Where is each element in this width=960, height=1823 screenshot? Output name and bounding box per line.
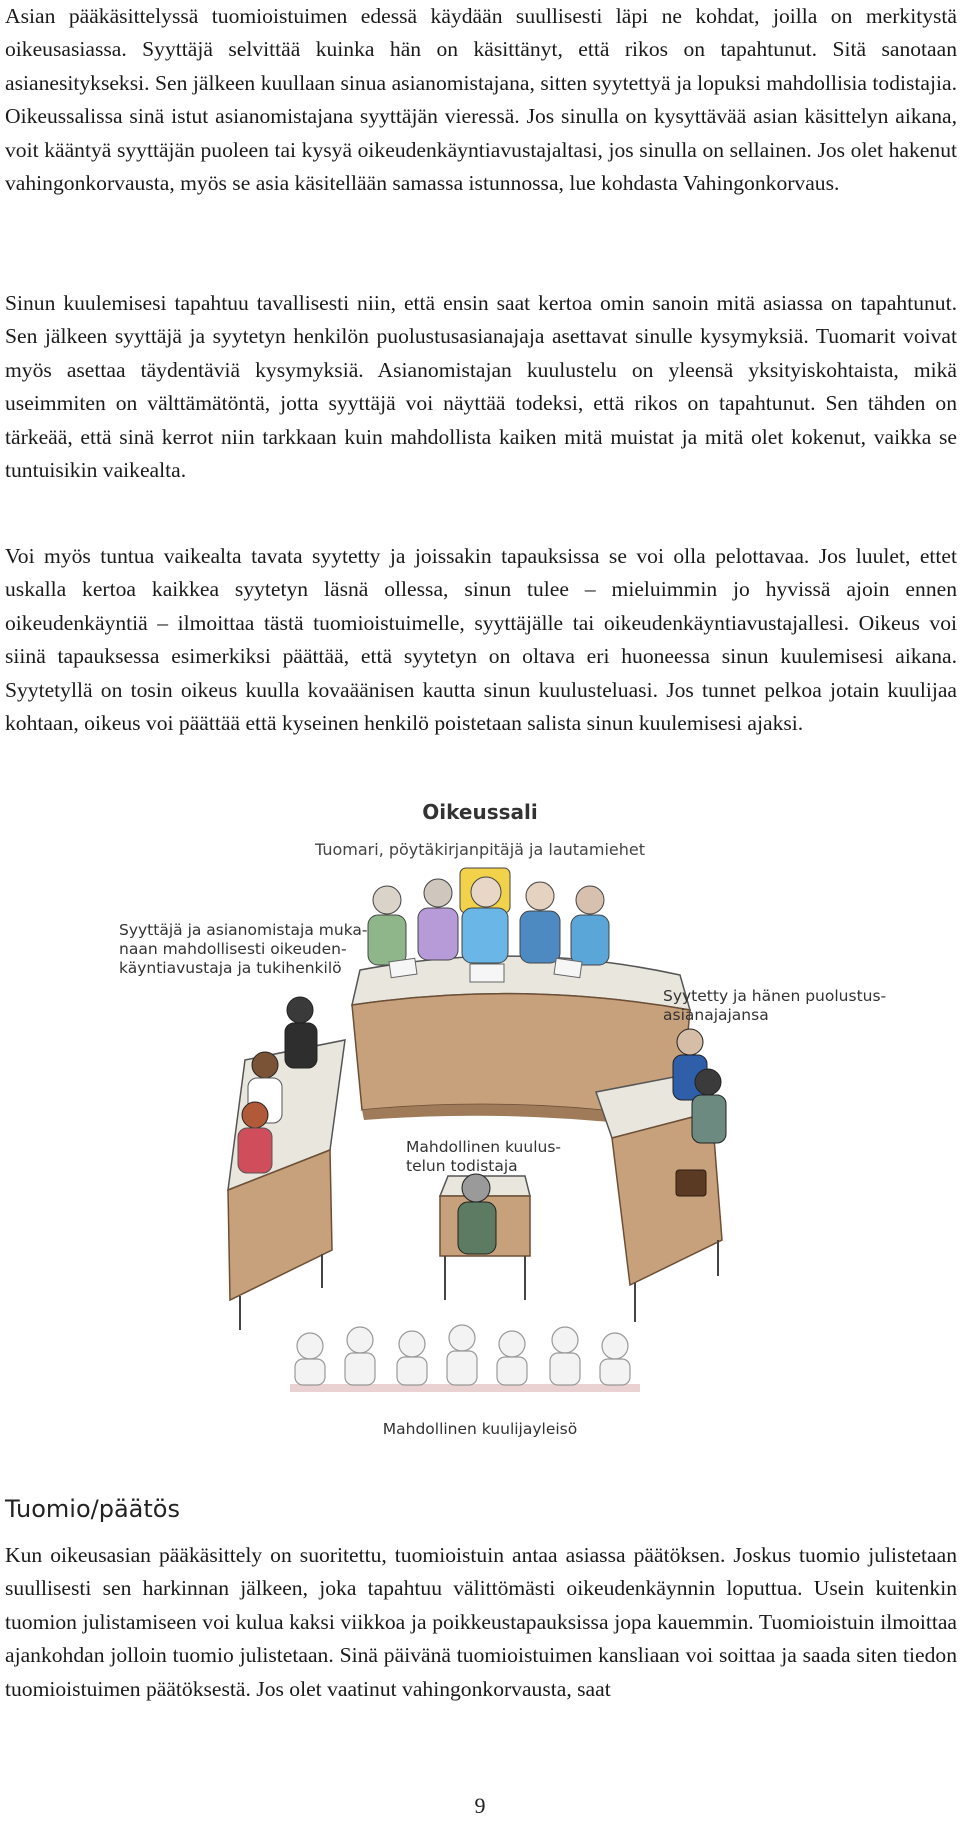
paragraph-main-hearing: Asian pääkäsittelyssä tuomioistuimen edessä käydään suullisesti läpi ne kohdat, joilla on merkitystä oikeusasiassa. Syyttäjä selvittää kuinka hän on käsittänyt, että rikos on tapahtunut. Sitä sanotaan asianesitykseksi. Sen jälkeen kuullaan sinua asianomistajana, sitten syytettyä ja lopuksi mahdollisia todistajia. Oikeussalissa sinä istut asianomistajana syyttäjän vieressä. Jos sinulla on kysyttävää asian käsittelyn aikana, voit kääntyä syyttäjän puoleen tai kysyä oikeudenkäyntiavustajaltasi, jos sinulla on sellainen. Jos olet hakenut vahingonkorvausta, myös se asia käsitellään samassa istunnossa, lue kohdasta Vahingonkorvaus. [5, 4, 957, 196]
briefcase-icon [676, 1170, 706, 1196]
figure-title: Oikeussali [422, 800, 538, 824]
prosecutor-table [228, 997, 345, 1330]
judge-figure [571, 886, 609, 965]
label-audience: Mahdollinen kuulijayleisö [382, 1420, 578, 1438]
witness-table [440, 1174, 530, 1300]
figure-subtitle: Tuomari, pöytäkirjanpitäjä ja lautamiehet [315, 840, 645, 859]
witness-figure [458, 1174, 496, 1254]
label-prosecutor: Syyttäjä ja asianomistaja muka- naan mahdollisesti oikeuden- käyntiavustaja ja tukihenkilö [119, 921, 368, 977]
section-heading: Tuomio/päätös [5, 1495, 180, 1523]
paragraph-hearing-process: Sinun kuulemisesi tapahtuu tavallisesti niin, että ensin saat kertoa omin sanoin mitä asiassa on tapahtunut. Sen jälkeen syyttäjä ja syytetyn henkilön puolustusasianajaja asettavat sinulle kysymyksiä. Tuomarit voivat myös asettaa täydentäviä kysymyksiä. Asianomistajan kuulustelu on yleensä yksityiskohtaista, mikä useimmiten on välttämätöntä, jotta syyttäjä voi näyttää todeksi, että rikos on tapahtunut. Sen tähden on tärkeää, että sinä kerrot niin tarkkaan kuin mahdollista kaiken mitä muistat ja mitä olet kokenut, vaikka se tuntuisikin vaikealta. [5, 291, 957, 483]
paragraph-verdict: Kun oikeusasian pääkäsittely on suoritettu, tuomioistuin antaa asiassa päätöksen. Joskus tuomio julistetaan suullisesti sen harkinnan jälkeen, joka tapahtuu välittömästi oikeudenkäynnin loputtua. Usein kuitenkin tuomion julistamiseen voi kulua kaksi viikkoa ja poikkeustapauksissa jopa kauemmin. Tuomioistuin ilmoittaa ajankohdan jolloin tuomio julistetaan. Sinä päivänä tuomioistuimen kansliaan voi soittaa ja saada siten tiedon tuomioistuimen päätöksestä. Jos olet vaatinut vahingonkorvausta, saat [5, 1543, 957, 1701]
accused-figure [692, 1069, 726, 1143]
page-number: 9 [474, 1793, 486, 1818]
judge-figure [520, 882, 560, 963]
judge-figure [418, 879, 458, 960]
judge-figure [460, 868, 510, 963]
prosecutor-figure [285, 997, 317, 1068]
judge-figure [368, 886, 406, 965]
label-witness: Mahdollinen kuulus- telun todistaja [406, 1138, 561, 1175]
label-accused: Syytetty ja hänen puolustus- asianajajansa [663, 987, 887, 1024]
paragraph-meeting-accused: Voi myös tuntua vaikealta tavata syytetty ja joissakin tapauksissa se voi olla pelottavaa. Jos luulet, ettet uskalla kertoa kaikkea syytetyn läsnä ollessa, sinun tulee – mieluimmin jo hyvissä ajoin ennen oikeudenkäyntiä – ilmoittaa tästä tuomioistuimelle, syyttäjälle tai oikeudenkäyntiavustajallesi. Oikeus voi siinä tapauksessa esimerkiksi päättää, että syytetyn on oltava eri huoneessa sinun kuulemisesi aikana. Syytetyllä on tosin oikeus kuulla kovaäänisen kautta sinun kuulusteluasi. Jos tunnet pelkoa jotain kuulijaa kohtaan, oikeus voi päättää että kyseinen henkilö poistetaan salista sinun kuulemisesi ajaksi. [5, 544, 957, 736]
audience-row [290, 1325, 640, 1392]
support-person-figure [238, 1102, 272, 1173]
